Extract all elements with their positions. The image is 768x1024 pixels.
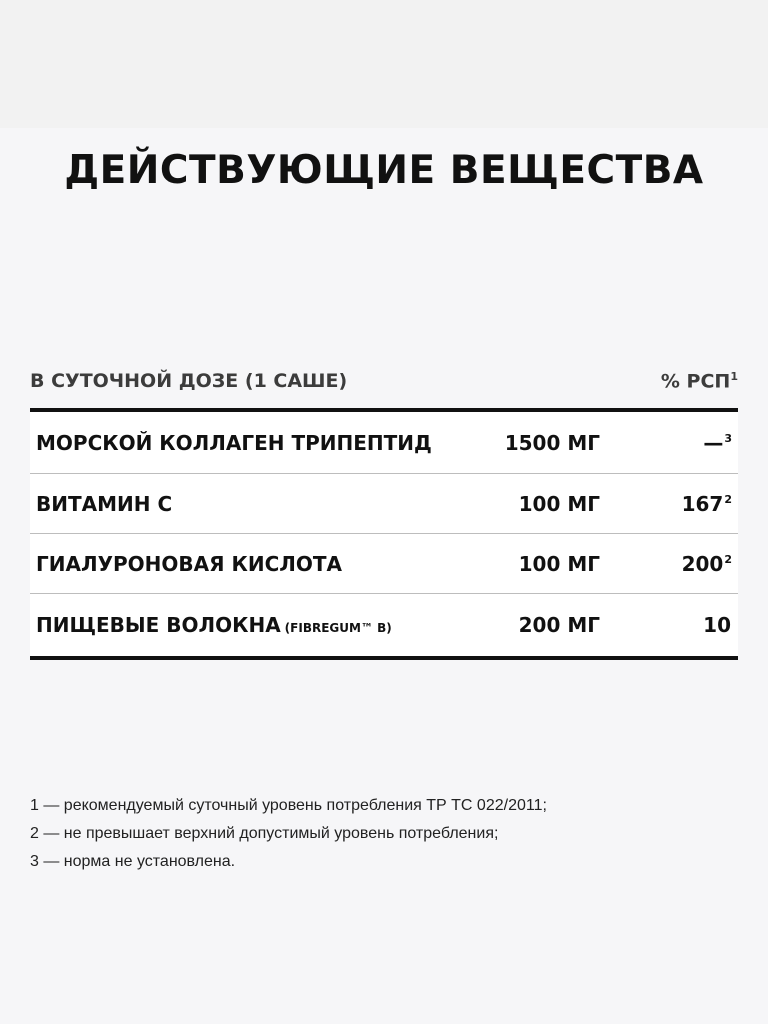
ingredient-note: (FIBREGUM™ B) xyxy=(284,621,392,635)
ingredient-rsp: $200^2$ xyxy=(681,551,732,576)
footnote-2: 2 — не превышает верхний допустимый уровень потребления; xyxy=(30,825,499,842)
footnote-3: 3 — норма не установлена. xyxy=(30,853,236,870)
table-header xyxy=(30,370,738,392)
ingredient-name: МОРСКОЙ КОЛЛАГЕН ТРИПЕПТИД xyxy=(36,430,432,455)
ingredient-rsp: —$^3$ xyxy=(703,430,732,455)
ingredient-amount: 100 МГ xyxy=(518,491,600,516)
ingredient-name: ПИЩЕВЫЕ ВОЛОКНА (FIBREGUM™ B) xyxy=(36,613,392,637)
table-row xyxy=(30,534,738,594)
ingredient-amount: 200 МГ xyxy=(518,613,600,637)
table-row xyxy=(30,412,738,474)
table-row xyxy=(30,594,738,656)
ingredient-name: ГИАЛУРОНОВАЯ КИСЛОТА xyxy=(36,551,342,576)
ingredients-table xyxy=(30,408,738,660)
ingredient-rsp: 10 xyxy=(703,613,731,637)
ingredient-amount: 1500 МГ xyxy=(504,430,600,455)
footnotes xyxy=(30,792,738,876)
ingredient-rsp: $167^2$ xyxy=(681,491,732,516)
header-rsp: % РСП$^1$ xyxy=(660,370,738,393)
top-band xyxy=(0,0,768,128)
page-title: ДЕЙСТВУЮЩИЕ ВЕЩЕСТВА xyxy=(64,148,704,193)
ingredient-name: ВИТАМИН С xyxy=(36,491,173,516)
header-daily-dose: В СУТОЧНОЙ ДОЗЕ (1 САШЕ) xyxy=(30,370,348,393)
footnote-1: 1 — рекомендуемый суточный уровень потребления ТР ТС 022/2011; xyxy=(30,797,547,814)
ingredient-amount: 100 МГ xyxy=(518,551,600,576)
table-row xyxy=(30,474,738,534)
